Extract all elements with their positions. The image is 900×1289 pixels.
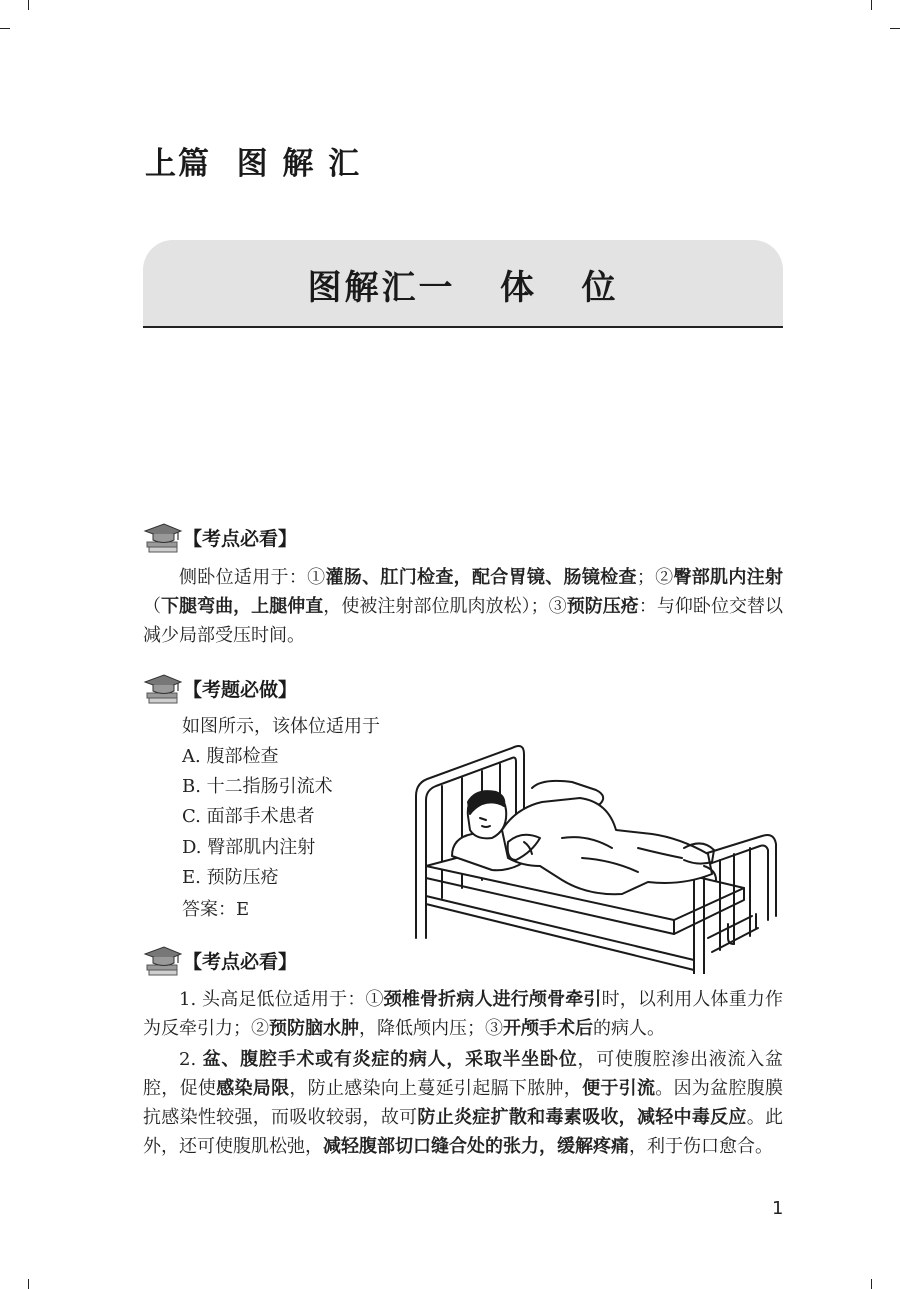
bold-text-run: 开颅手术后 — [503, 1018, 593, 1039]
paragraph-semi-sitting-position — [143, 1045, 783, 1161]
paragraph-head-high-position — [143, 985, 783, 1043]
bold-text-run: 预防脑水肿 — [269, 1018, 359, 1039]
text-run: ，利于伤口愈合。 — [629, 1136, 773, 1157]
graduation-cap-books-icon — [143, 943, 183, 977]
text-run: 。此外，还可使腹肌松弛， — [143, 1107, 784, 1157]
crop-mark-bottom-left — [28, 1279, 29, 1289]
text-run: 侧卧位适用于：① — [179, 567, 326, 588]
crop-mark-top-right — [871, 0, 872, 10]
section-label: 【考点必看】 — [183, 528, 298, 550]
graduation-cap-books-icon — [143, 520, 183, 554]
option-a: A. 腹部检查 — [182, 746, 279, 767]
part-title: 上篇 图 解 汇 — [145, 146, 362, 182]
text-run: ，降低颅内压；③ — [359, 1018, 503, 1039]
side-lying-patient-illustration — [412, 738, 786, 974]
bold-text-run: 防止炎症扩散和毒素吸收，减轻中毒反应 — [417, 1107, 747, 1128]
crop-mark-top-left-h — [0, 28, 10, 29]
bold-text-run: 盆、腹腔手术或有炎症的病人，采取半坐卧位 — [202, 1049, 578, 1070]
bold-text-run: 感染局限 — [216, 1078, 290, 1099]
crop-mark-top-left — [28, 0, 29, 10]
chapter-title: 图解汇一 体 位 — [307, 268, 619, 308]
crop-mark-bottom-right — [871, 1279, 872, 1289]
text-run: （ — [143, 596, 162, 617]
bold-text-run: 减轻腹部切口缝合处的张力，缓解疼痛 — [323, 1136, 629, 1157]
page-number: 1 — [772, 1198, 784, 1219]
text-run: ，防止感染向上蔓延引起膈下脓肿， — [289, 1078, 583, 1099]
text-run: 时，以利用人体重力作为反牵引力；② — [143, 989, 784, 1039]
text-run: 2. — [179, 1049, 203, 1070]
text-run: ，可使腹腔渗出液流入盆腔，促使 — [143, 1049, 783, 1099]
text-run: ；② — [636, 567, 674, 588]
text-run: ，使被注射部位肌肉放松）；③ — [323, 596, 567, 617]
option-c: C. 面部手术患者 — [182, 806, 315, 827]
bold-text-run: 臀部肌内注射 — [673, 567, 783, 588]
bold-text-run: 便于引流 — [582, 1078, 656, 1099]
bold-text-run: 下腿弯曲，上腿伸直 — [161, 596, 324, 617]
text-run: 。因为盆腔腹膜抗感染性较强，而吸收较弱，故可 — [143, 1078, 784, 1128]
text-run: 1. 头高足低位适用于：① — [179, 989, 384, 1010]
paragraph-side-lying — [143, 563, 783, 650]
bold-text-run: 颈椎骨折病人进行颅骨牵引 — [383, 989, 602, 1010]
text-run: 的病人。 — [593, 1018, 665, 1039]
answer: 答案：E — [182, 899, 250, 920]
bold-text-run: 预防压疮 — [566, 596, 639, 617]
text-run: ：与仰卧位交替以减少局部受压时间。 — [143, 596, 784, 646]
option-d: D. 臀部肌内注射 — [182, 837, 316, 858]
bold-text-run: 灌肠、肛门检查，配合胃镜、肠镜检查 — [325, 567, 637, 588]
crop-mark-top-right-h — [890, 28, 900, 29]
chapter-banner — [143, 240, 783, 328]
graduation-cap-books-icon — [143, 671, 183, 705]
section-label: 【考题必做】 — [183, 679, 298, 701]
question-stem: 如图所示，该体位适用于 — [182, 716, 380, 737]
section-label: 【考点必看】 — [183, 951, 298, 973]
option-b: B. 十二指肠引流术 — [182, 776, 333, 797]
option-e: E. 预防压疮 — [182, 867, 279, 888]
